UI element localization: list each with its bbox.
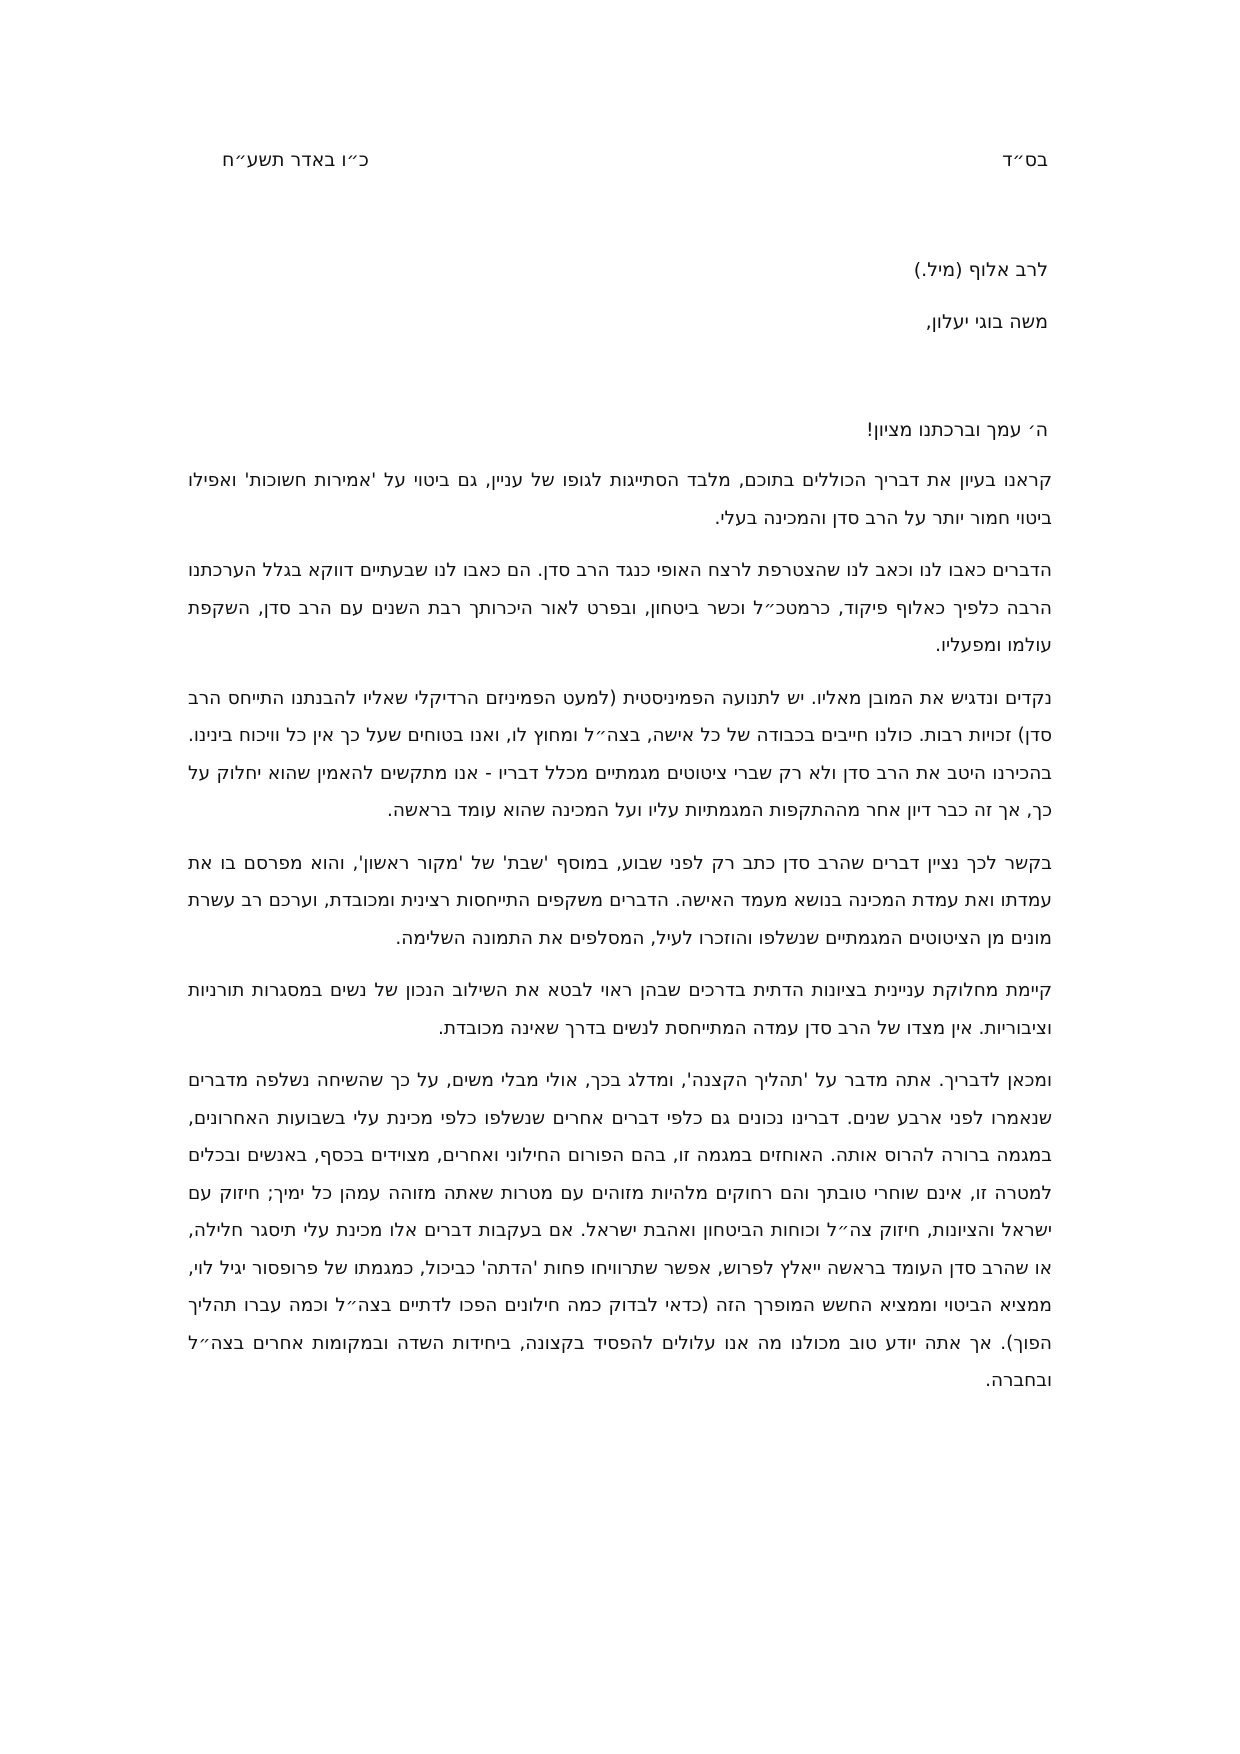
paragraph: בקשר לכך נציין דברים שהרב סדן כתב רק לפני שבוע, במוסף 'שבת' של 'מקור ראשון', והוא מפרסם בו את עמדתו ואת עמדת המכינה בנושא מעמד האישה. הדברים משקפים התייחסות רצינית ומכובדת, וערכם רב עשרת מונים מן הציטוטים המגמתיים שנשלפו והוזכרו לעיל, המסלפים את התמונה השלימה. xyxy=(188,852,1052,949)
paragraph: ומכאן לדבריך. אתה מדבר על 'תהליך הקצנה', ומדלג בכך, אולי מבלי משים, על כך שהשיחה נשלפה מדברים שנאמרו לפני ארבע שנים. דברינו נכונים גם כלפי דברים אחרים שנשלפו כלפי מכינת עלי בשבועות האחרונים, במגמה ברורה להרוס אותה. האוחזים במגמה זו, בהם הפורום החילוני ואחרים, מצוידים בכסף, באנשים ובכלים למטרה זו, אינם שוחרי טובתך והם רחוקים מלהיות מזוהים עם מטרות שאתה מזוהה עמהן כל ימיך; חיזוק עם ישראל והציונות, חיזוק צה״ל וכוחות הביטחון ואהבת ישראל. אם בעקבות דברים אלו מכינת עלי תיסגר חלילה, או שהרב סדן העומד בראשה ייאלץ לפרוש, אפשר שתרוויחו פחות 'הדתה' כביכול, כמגמתו של פרופסור יגיל לוי, ממציא הביטוי וממציא החשש המופרך הזה (כדאי לבדוק כמה חילונים הפכו לדתיים בצה״ל וכמה עברו תהליך הפוך). אך אתה יודע טוב מכולנו מה אנו עלולים להפסיד בקצונה, ביחידות השדה ובמקומות אחרים בצה״ל ובחברה. xyxy=(188,1070,1052,1391)
paragraph: הדברים כאבו לנו וכאב לנו שהצטרפת לרצח האופי כנגד הרב סדן. הם כאבו לנו שבעתיים דווקא בגלל הערכתנו הרבה כלפיך כאלוף פיקוד, כרמטכ״ל וכשר ביטחון, ובפרט לאור היכרותך רבת השנים עם הרב סדן, השקפת עולמו ומפעליו. xyxy=(188,560,1052,656)
addressee-name: משה בוגי יעלון, xyxy=(925,311,1048,333)
bsd-heading: בס״ד xyxy=(1002,149,1048,171)
paragraph: קיימת מחלוקת עניינית בציונות הדתית בדרכים שבהן ראוי לבטא את השילוב הנכון של נשים במסגרות תורניות וציבוריות. אין מצדו של הרב סדן עמדה המתייחסת לנשים בדרך שאינה מכובדת. xyxy=(188,980,1052,1039)
letter-date: כ״ו באדר תשע״ח xyxy=(222,149,369,171)
paragraph: נקדים ונדגיש את המובן מאליו. יש לתנועה הפמיניסטית (למעט הפמיניזם הרדיקלי שאליו להבנתנו התייחס הרב סדן) זכויות רבות. כולנו חייבים בכבודה של כל אישה, בצה״ל ומחוץ לו, ואנו בטוחים שעל כך אין כל וויכוח בינינו. בהכירנו היטב את הרב סדן ולא רק שברי ציטוטים מגמתיים מכלל דבריו - אנו מתקשים להאמין שהוא יחלוק על כך, אך זה כבר דיון אחר מההתקפות המגמתיות עליו ועל המכינה שהוא עומד בראשה. xyxy=(188,687,1052,821)
greeting: ה׳ עמך וברכתנו מציון! xyxy=(865,419,1048,441)
letter-body xyxy=(188,462,1052,1415)
addressee-title: לרב אלוף (מיל.) xyxy=(913,259,1048,281)
paragraph: קראנו בעיון את דבריך הכוללים בתוכם, מלבד הסתייגות לגופו של עניין, גם ביטוי על 'אמירות חשוכות' ואפילו ביטוי חמור יותר על הרב סדן והמכינה בעלי. xyxy=(188,470,1052,529)
